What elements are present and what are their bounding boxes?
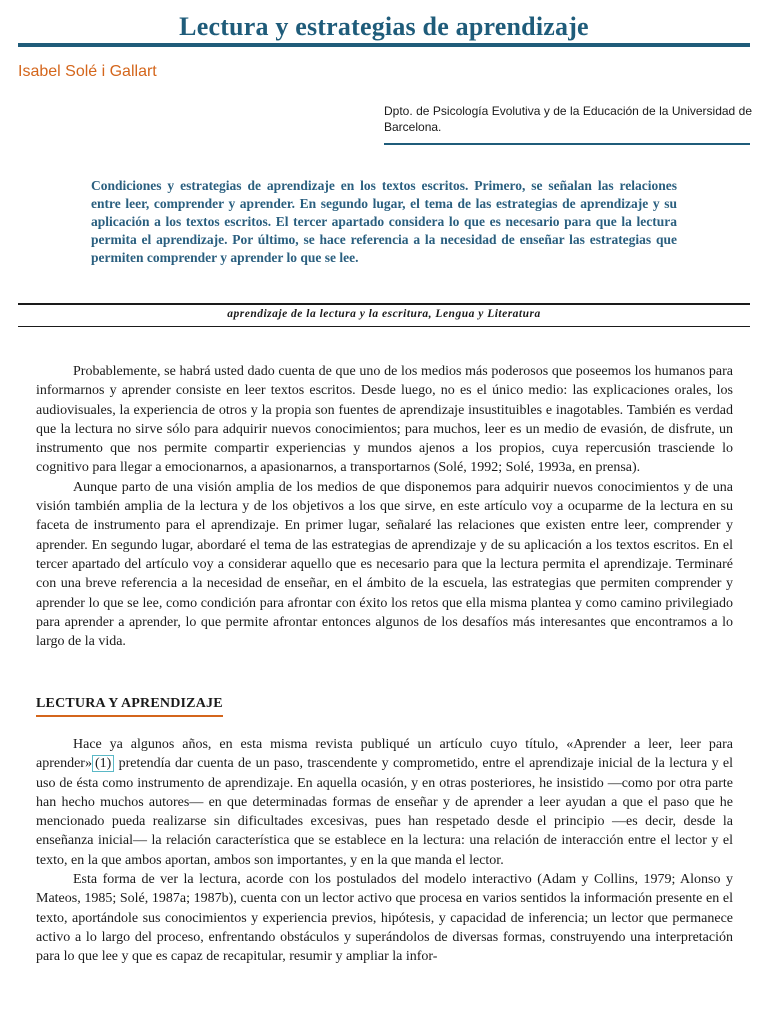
section-body [36,735,733,967]
section-heading: LECTURA Y APRENDIZAJE [36,696,223,717]
footnote-ref-link[interactable]: (1) [92,755,114,772]
section-paragraph-2: Esta forma de ver la lectura, acorde con los postulados del modelo interactivo (Adam y Collins, 1979; Alonso y Mateos, 1985; Solé, 1987a; 1987b), cuenta con un lector activo que procesa en varios sentidos la información presente en el texto, aportándole sus conocimientos y experiencia previos, hipótesis, y capacidad de inferencia; un lector que permanece activo a lo largo del proceso, enfrentando obstáculos y superándolos de diversas formas, construyendo una interpretación para lo que lee y que es capaz de recapitular, resumir y ampliar la infor- [36,872,733,965]
paragraph-text-after-ref: pretendía dar cuenta de un paso, trascendente y comprometido, entre el aprendizaje inicial de la lectura y el uso de ésta como instrumento de aprendizaje. En aquella ocasión, y en otras posteriores, he insistido —como por otra parte han hecho muchos autores— en que determinadas formas de enseñar y de aprender a leer ayudan a que el paso que he mencionado pueda realizarse sin dificultades excesivas, pues han respetado desde el principio —es decir, desde la enseñanza inicial— la relación característica que se establece en la lectura: una relación de interacción entre el lector y el texto, en la que ambos aportan, ambos son importantes, y en la que manda el lector. [36,756,733,868]
intro-paragraph-1: Probablemente, se habrá usted dado cuenta de que uno de los medios más poderosos que poseemos los humanos para informarnos y aprender consiste en leer textos escritos. Desde luego, no es el único medio: las explicaciones orales, los audiovisuales, la experiencia de otros y la propia son fuentes de aprendizaje insustituibles e inagotables. También es verdad que la lectura no sirve sólo para adquirir nuevos conocimientos; para muchos, leer es un medio de evasión, de disfrute, un instrumento que nos permite compartir experiencias y mundos ajenos a los propios, cuya repercusión trasciende lo cognitivo para llegar a emocionarnos, a apasionarnos, a transportarnos (Solé, 1992; Solé, 1993a, en prensa). [36,364,733,476]
author-name: Isabel Solé i Gallart [18,63,157,80]
abstract: Condiciones y estrategias de aprendizaje en los textos escritos. Primero, se señalan las relaciones entre leer, comprender y aprender. En segundo lugar, el tema de las estrategias de aprendizaje y su aplicación a los textos escritos. El tercer apartado considera lo que es necesario para que la lectura permita el aprendizaje. Por último, se hace referencia a la necesidad de enseñar las estrategias que permiten comprender y aprender lo que se lee. [91,178,677,266]
title-divider [18,43,750,47]
article-title: Lectura y estrategias de aprendizaje [179,12,589,41]
section-paragraph-1 [36,735,733,870]
keywords: aprendizaje de la lectura y la escritura, Lengua y Literatura [227,308,541,320]
paragraph-text-before-ref: Hace ya algunos años, en esta misma revista publiqué un artículo cuyo título, «Aprender a leer, leer para aprender» [36,737,733,772]
affiliation-divider [384,143,750,145]
intro-section [36,362,733,651]
keywords-bottom-rule [18,326,750,327]
author-affiliation: Dpto. de Psicología Evolutiva y de la Educación de la Universidad de Barcelona. [384,104,752,134]
keywords-top-rule [18,303,750,305]
intro-paragraph-2: Aunque parto de una visión amplia de los medios de que disponemos para adquirir nuevos conocimientos y de una visión también amplia de la lectura y de los objetivos a los que sirve, en este artículo voy a ocuparme de la lectura en su faceta de instrumento para el aprendizaje. En primer lugar, señalaré las relaciones que existen entre leer, comprender y aprender. En segundo lugar, abordaré el tema de las estrategias de aprendizaje y de su aplicación a los textos escritos. En el tercer apartado del artículo voy a considerar aquello que es necesario para que la lectura permita el aprendizaje. Terminaré con una breve referencia a la necesidad de enseñar, en el ámbito de la escuela, las estrategias que permiten comprender y aprender lo que se lee, como condición para afrontar con éxito los retos que ella misma plantea y como camino privilegiado para aprender a aprender, lo que permite afrontar entonces algunos de los desafíos más interesantes que encontramos a lo largo de la vida. [36,479,733,650]
